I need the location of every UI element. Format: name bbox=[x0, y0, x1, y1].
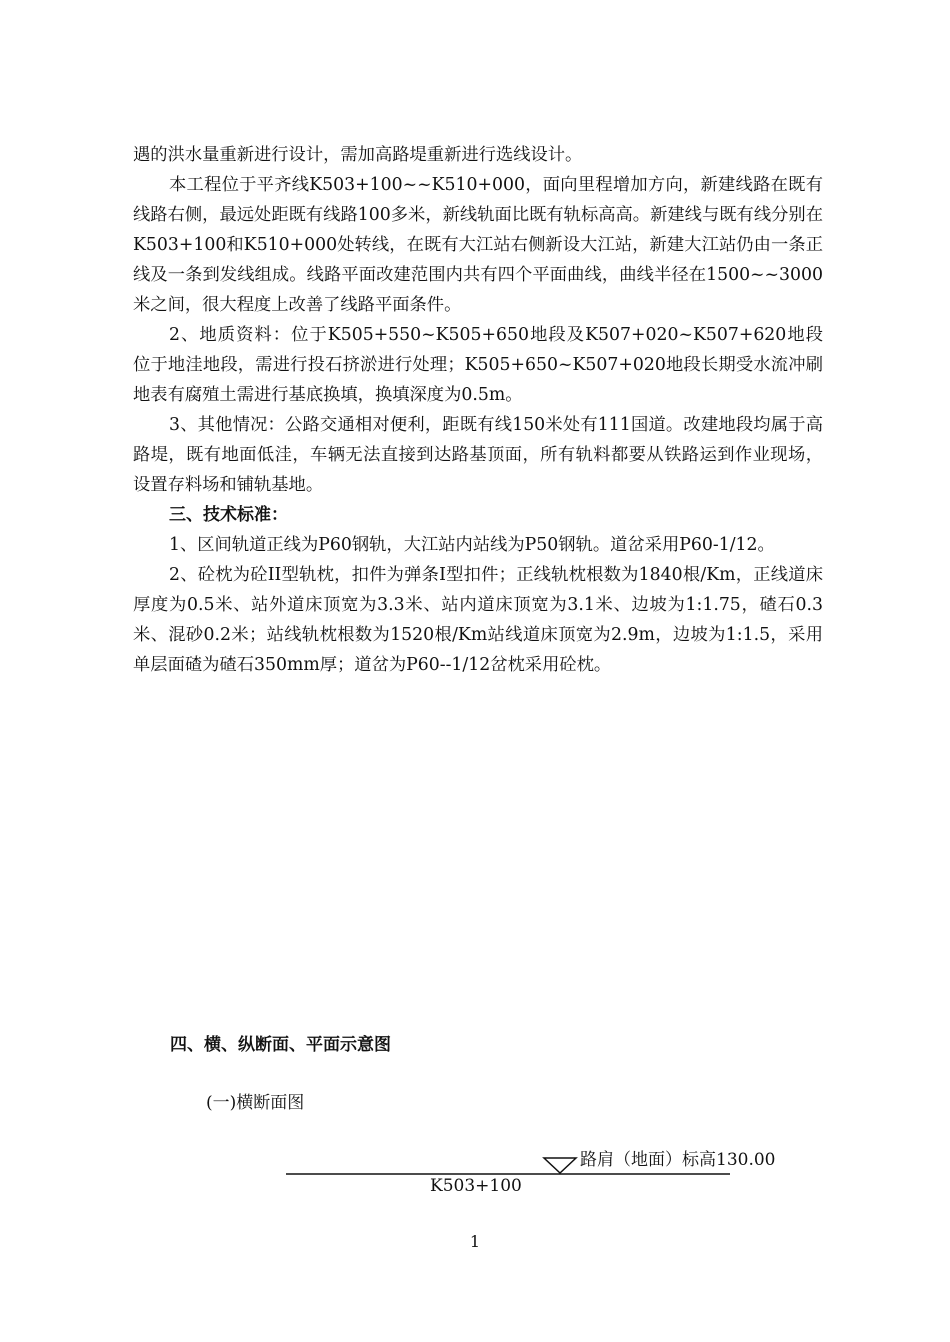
paragraph-rail-standard: 1、区间轨道正线为P60钢轨，大江站内站线为P50钢轨。道岔采用P60-1/12。 bbox=[169, 535, 775, 555]
section-title-diagrams: 四、横、纵断面、平面示意图 bbox=[170, 1035, 391, 1055]
body-text bbox=[133, 140, 823, 680]
subsection-title-cross-section: (一)横断面图 bbox=[206, 1093, 305, 1113]
section-title-technical-standards: 三、技术标准： bbox=[169, 505, 288, 525]
elevation-label: 路肩（地面）标高130.00 bbox=[580, 1150, 776, 1170]
paragraph-continuation: 遇的洪水量重新进行设计，需加高路堤重新进行选线设计。 bbox=[133, 145, 583, 165]
paragraph-project-location: 本工程位于平齐线K503+100~~K510+000，面向里程增加方向，新建线路在既有线路右侧，最远处距既有线路100多米，新线轨面比既有轨标高高。新建线与既有线分别在K503+100和K510+000处转线，在既有大江站右侧新设大江站，新建大江站仍由一条正线及一条到发线组成。线路平面改建范围内共有四个平面曲线，曲线半径在1500~~3000米之间，很大程度上改善了线路平面条件。 bbox=[133, 175, 823, 315]
paragraph-sleeper-standard: 2、砼枕为砼II型轨枕，扣件为弹条I型扣件；正线轨枕根数为1840根/Km，正线道床厚度为0.5米、站外道床顶宽为3.3米、站内道床顶宽为3.1米、边坡为1:1.75，碴石0.3米、混砂0.2米；站线轨枕根数为1520根/Km站线道床顶宽为2.9m，边坡为1:1.5，采用单层面碴为碴石350mm厚；道岔为P60--1/12岔枕采用砼枕。 bbox=[133, 565, 823, 675]
paragraph-other: 3、其他情况：公路交通相对便利，距既有线150米处有111国道。改建地段均属于高路堤，既有地面低洼，车辆无法直接到达路基顶面，所有轨料都要从铁路运到作业现场，设置存料场和铺轨基地。 bbox=[133, 415, 823, 495]
page-number: 1 bbox=[469, 1232, 481, 1251]
paragraph-geology: 2、地质资料：位于K505+550~K505+650地段及K507+020~K507+620地段位于地洼地段，需进行投石挤淤进行处理；K505+650~K507+020地段长期受水流冲刷地表有腐殖土需进行基底换填，换填深度为0.5m。 bbox=[133, 325, 823, 405]
station-label: K503+100 bbox=[430, 1176, 522, 1196]
elevation-marker-icon bbox=[544, 1158, 576, 1173]
